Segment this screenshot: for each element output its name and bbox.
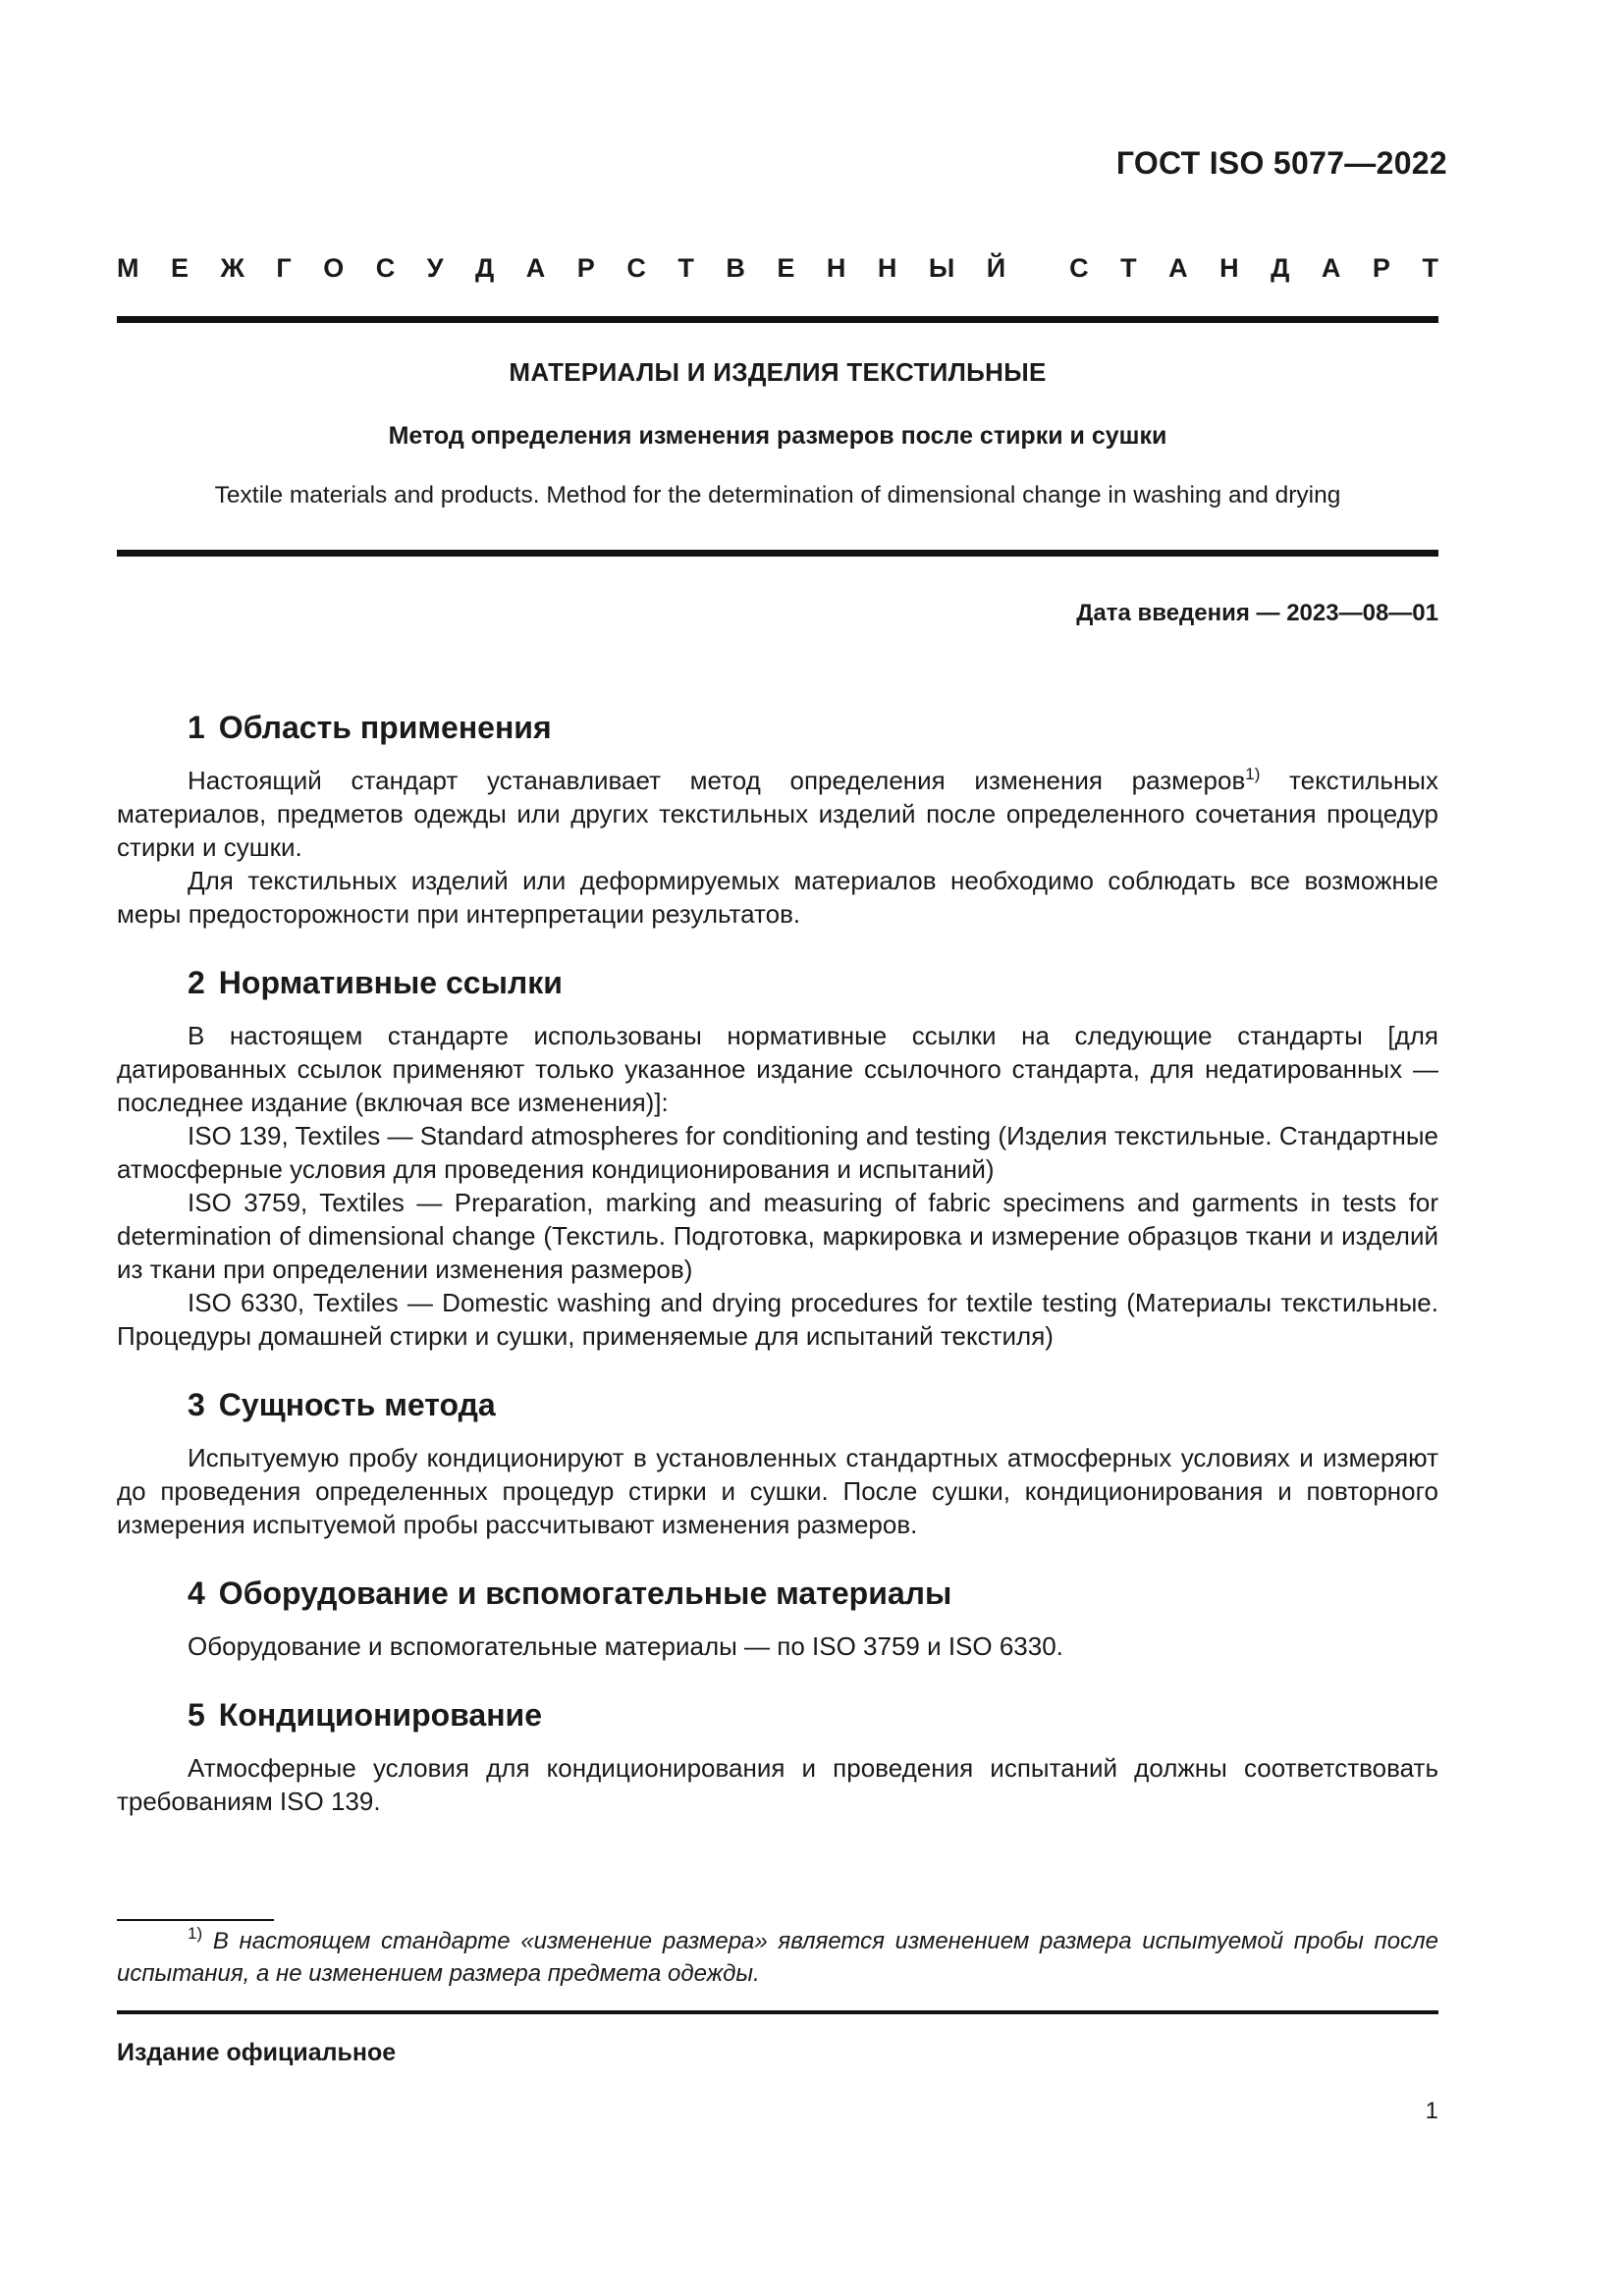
paragraph: Испытуемую пробу кондиционируют в установленных стандартных атмосферных условиях и измеряют до проведения определенных процедур стирки и сушки. После сушки, кондиционирования и повторного измерения испытуемой пробы рассчитывают изменения размеров. (117, 1443, 1438, 1539)
section-number: 5 (188, 1697, 205, 1733)
footer-rule (117, 2010, 1438, 2014)
section-normative-references (117, 956, 1438, 1353)
paragraph (117, 764, 1438, 864)
reference-item: ISO 139, Textiles — Standard atmospheres for conditioning and testing (Изделия текстильные. Стандартные атмосферные условия для проведения кондиционирования и испытаний) (117, 1121, 1438, 1184)
heading-letter: Н (1219, 253, 1239, 283)
paragraph-text: текстильных материалов, предметов одежды или других текстильных изделий после определенного сочетания процедур стирки и сушки. (117, 766, 1438, 862)
section-heading (117, 1567, 1438, 1620)
section-conditioning (117, 1688, 1438, 1818)
section-heading (117, 1378, 1438, 1431)
paragraph: Для текстильных изделий или деформируемых материалов необходимо соблюдать все возможные меры предосторожности при интерпретации результатов. (117, 866, 1438, 929)
footnote-text: В настоящем стандарте «изменение размера» является изменением размера испытуемой пробы после испытания, а не изменением размера предмета одежды. (117, 1928, 1438, 1987)
heading-letter: Ж (220, 253, 244, 283)
document-subtitle: Метод определения изменения размеров после стирки и сушки (388, 422, 1167, 450)
section-title: Нормативные ссылки (218, 965, 563, 1000)
reference-item: ISO 6330, Textiles — Domestic washing and drying procedures for textile testing (Материалы текстильные. Процедуры домашней стирки и сушки, применяемые для испытаний текстиля) (117, 1288, 1438, 1351)
heading-letter: Е (777, 253, 795, 283)
standard-designation: ГОСТ ISO 5077—2022 (1115, 145, 1447, 181)
heading-letter: Р (1372, 253, 1390, 283)
heading-letter: О (323, 253, 345, 283)
paragraph: В настоящем стандарте использованы нормативные ссылки на следующие стандарты [для датированных ссылок применяют только указанное издание ссылочного стандарта, для недатированных — последнее издание (включая все изменения)]: (117, 1021, 1438, 1117)
section-number: 4 (188, 1575, 205, 1611)
section-principle (117, 1378, 1438, 1541)
footnote-marker: 1) (1245, 765, 1261, 783)
page-number: 1 (1425, 2098, 1438, 2124)
heading-letter: С (1069, 253, 1089, 283)
footnote-marker: 1) (188, 1924, 203, 1943)
heading-letter: С (626, 253, 646, 283)
interstate-standard-heading (117, 253, 1438, 284)
heading-letter: Д (1271, 253, 1290, 283)
section-title: Сущность метода (218, 1387, 496, 1422)
heading-letter: Н (877, 253, 897, 283)
heading-letter: Г (276, 253, 292, 283)
heading-letter: С (375, 253, 396, 283)
title-bottom-rule (117, 550, 1438, 557)
reference-item: ISO 3759, Textiles — Preparation, marking and measuring of fabric specimens and garments in tests for determination of dimensional change (Текстиль. Подготовка, маркировка и измерение образцов ткани и изделий из ткани при определении изменения размеров) (117, 1188, 1438, 1284)
section-number: 2 (188, 965, 205, 1000)
top-rule (117, 316, 1438, 323)
section-number: 1 (188, 710, 205, 745)
document-body (117, 701, 1438, 1843)
heading-letter: А (1321, 253, 1341, 283)
introduction-date: Дата введения — 2023—08—01 (1076, 600, 1438, 626)
heading-letter: Т (1120, 253, 1137, 283)
heading-letter: Р (576, 253, 595, 283)
heading-letter: А (1168, 253, 1188, 283)
section-heading (117, 701, 1438, 754)
heading-letter: Ы (928, 253, 955, 283)
paragraph: Атмосферные условия для кондиционирования и проведения испытаний должны соответствовать требованиям ISO 139. (117, 1753, 1438, 1816)
document-title: МАТЕРИАЛЫ И ИЗДЕЛИЯ ТЕКСТИЛЬНЫЕ (509, 357, 1047, 387)
section-heading (117, 1688, 1438, 1741)
heading-letter: А (525, 253, 546, 283)
paragraph: Оборудование и вспомогательные материалы — по ISO 3759 и ISO 6330. (188, 1631, 1063, 1661)
heading-letter: М (117, 253, 139, 283)
heading-letter: Й (986, 253, 1006, 283)
heading-letter: Т (1422, 253, 1438, 283)
official-edition-label: Издание официальное (117, 2039, 397, 2066)
document-title-english: Textile materials and products. Method for the determination of dimensional change in washing and drying (214, 482, 1341, 508)
heading-letter: Т (677, 253, 694, 283)
section-title: Область применения (218, 710, 552, 745)
section-title: Кондиционирование (218, 1697, 543, 1733)
section-number: 3 (188, 1387, 205, 1422)
section-scope (117, 701, 1438, 931)
paragraph-text: Настоящий стандарт устанавливает метод определения изменения размеров (188, 766, 1246, 795)
section-heading (117, 956, 1438, 1009)
heading-letter: Е (171, 253, 189, 283)
heading-letter: В (726, 253, 745, 283)
section-title: Оборудование и вспомогательные материалы (218, 1575, 952, 1611)
footnote-separator (117, 1919, 274, 1921)
footnote (117, 1925, 1438, 1990)
heading-letter: У (426, 253, 444, 283)
heading-letter: Н (826, 253, 846, 283)
heading-letter: Д (475, 253, 495, 283)
section-apparatus (117, 1567, 1438, 1663)
